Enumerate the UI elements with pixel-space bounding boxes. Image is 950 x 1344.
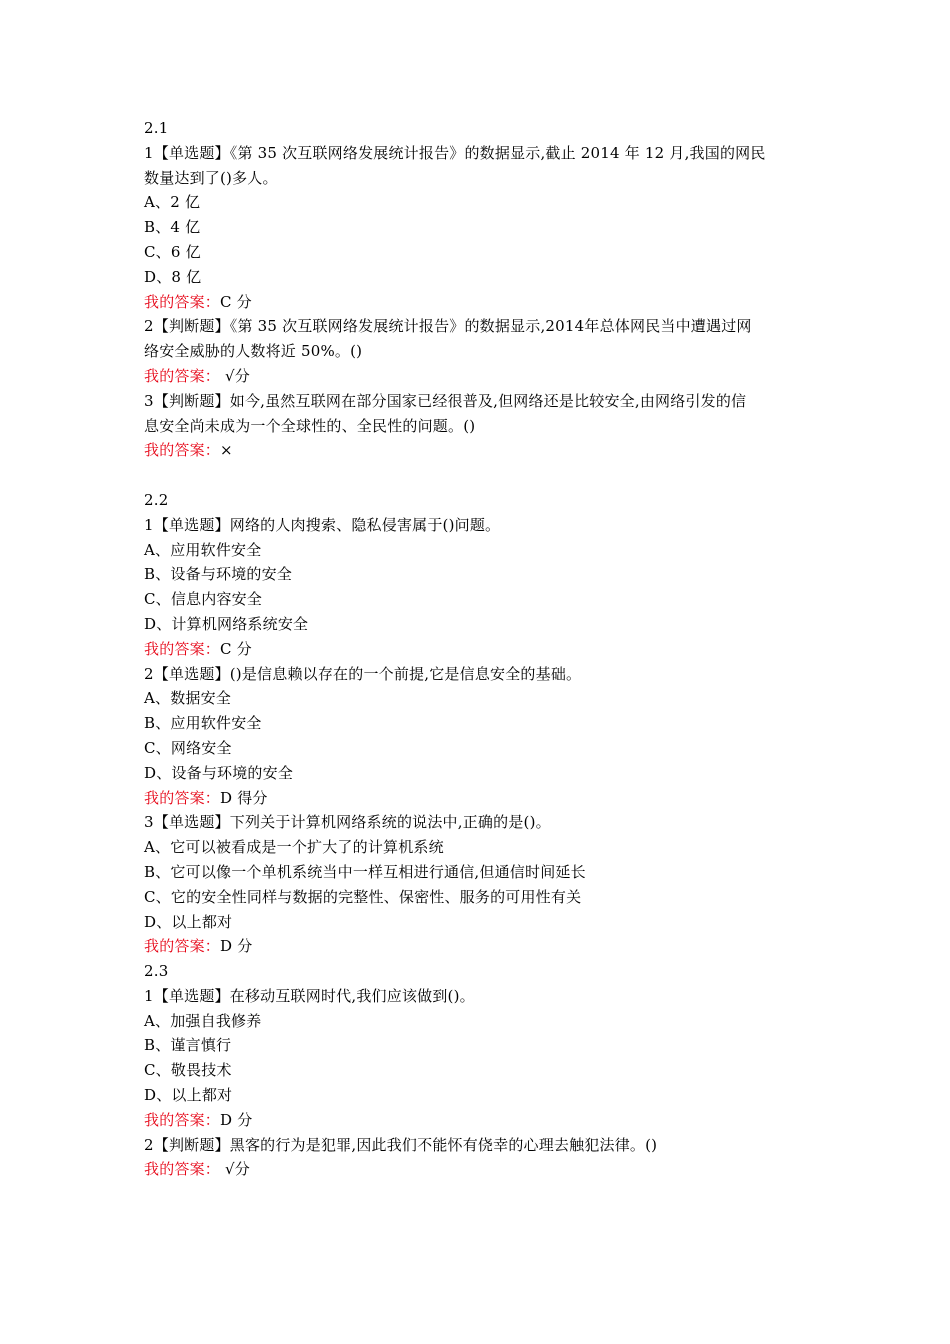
answer-line: [144, 290, 824, 315]
option-d: D、以上都对: [144, 912, 233, 931]
blank-line: [144, 463, 824, 488]
answer-line: [144, 637, 824, 662]
answer-value: C 分: [220, 292, 252, 311]
question-text: 数量达到了()多人。: [144, 168, 278, 187]
document-page: [144, 116, 824, 1182]
answer-label: 我的答案：: [144, 937, 221, 956]
option-a: A、加强自我修养: [144, 1011, 262, 1030]
answer-value: D 分: [220, 1110, 253, 1129]
answer-label: 我的答案：: [144, 788, 221, 807]
answer-value: √分: [220, 366, 250, 385]
option-a: A、数据安全: [144, 689, 232, 708]
answer-label: 我的答案：: [144, 292, 221, 311]
option-c: C、网络安全: [144, 738, 232, 757]
option-b: B、4 亿: [144, 218, 201, 237]
question-text: 2【判断题】《第 35 次互联网络发展统计报告》的数据显示,2014年总体网民当中遭遇过网: [144, 317, 752, 336]
question-text: 3【判断题】如今,虽然互联网在部分国家已经很普及,但网络还是比较安全,由网络引发的信: [144, 391, 747, 410]
answer-value: D 得分: [220, 788, 268, 807]
option-a: A、2 亿: [144, 193, 201, 212]
option-a: A、它可以被看成是一个扩大了的计算机系统: [144, 838, 444, 857]
section-heading: 2.3: [144, 962, 169, 981]
question-text: 2【判断题】黑客的行为是犯罪,因此我们不能怀有侥幸的心理去触犯法律。(): [144, 1135, 658, 1154]
answer-label: 我的答案：: [144, 366, 221, 385]
option-c: C、信息内容安全: [144, 590, 263, 609]
answer-label: 我的答案：: [144, 1110, 221, 1129]
option-b: B、应用软件安全: [144, 714, 262, 733]
question-text: 络安全威胁的人数将近 50%。(): [144, 342, 363, 361]
answer-value: ×: [220, 441, 233, 460]
question-text: 2【单选题】()是信息赖以存在的一个前提,它是信息安全的基础。: [144, 664, 582, 683]
question-text: 息安全尚未成为一个全球性的、全民性的问题。(): [144, 416, 476, 435]
answer-line: [144, 786, 824, 811]
answer-value: √分: [220, 1160, 250, 1179]
option-c: C、敬畏技术: [144, 1061, 232, 1080]
question-text: 1【单选题】网络的人肉搜索、隐私侵害属于()问题。: [144, 515, 501, 534]
option-b: B、它可以像一个单机系统当中一样互相进行通信,但通信时间延长: [144, 862, 586, 881]
option-b: B、设备与环境的安全: [144, 565, 293, 584]
option-c: C、6 亿: [144, 242, 201, 261]
answer-line: [144, 364, 824, 389]
option-d: D、以上都对: [144, 1086, 233, 1105]
answer-line: [144, 438, 824, 463]
answer-line: [144, 1157, 824, 1182]
answer-label: 我的答案：: [144, 1160, 221, 1179]
answer-label: 我的答案：: [144, 639, 221, 658]
answer-line: [144, 934, 824, 959]
section-heading: 2.2: [144, 490, 169, 509]
option-a: A、应用软件安全: [144, 540, 262, 559]
option-d: D、8 亿: [144, 267, 202, 286]
option-d: D、计算机网络系统安全: [144, 614, 309, 633]
answer-label: 我的答案：: [144, 441, 221, 460]
option-d: D、设备与环境的安全: [144, 763, 294, 782]
answer-value: D 分: [220, 937, 253, 956]
question-text: 3【单选题】下列关于计算机网络系统的说法中,正确的是()。: [144, 813, 551, 832]
section-heading: 2.1: [144, 119, 169, 137]
option-b: B、谨言慎行: [144, 1036, 232, 1055]
question-text: 1【单选题】在移动互联网时代,我们应该做到()。: [144, 986, 475, 1005]
answer-line: [144, 1108, 824, 1133]
question-text: 1【单选题】《第 35 次互联网络发展统计报告》的数据显示,截止 2014 年 12 月,我国的网民: [144, 143, 766, 162]
option-c: C、它的安全性同样与数据的完整性、保密性、服务的可用性有关: [144, 887, 582, 906]
answer-value: C 分: [220, 639, 252, 658]
